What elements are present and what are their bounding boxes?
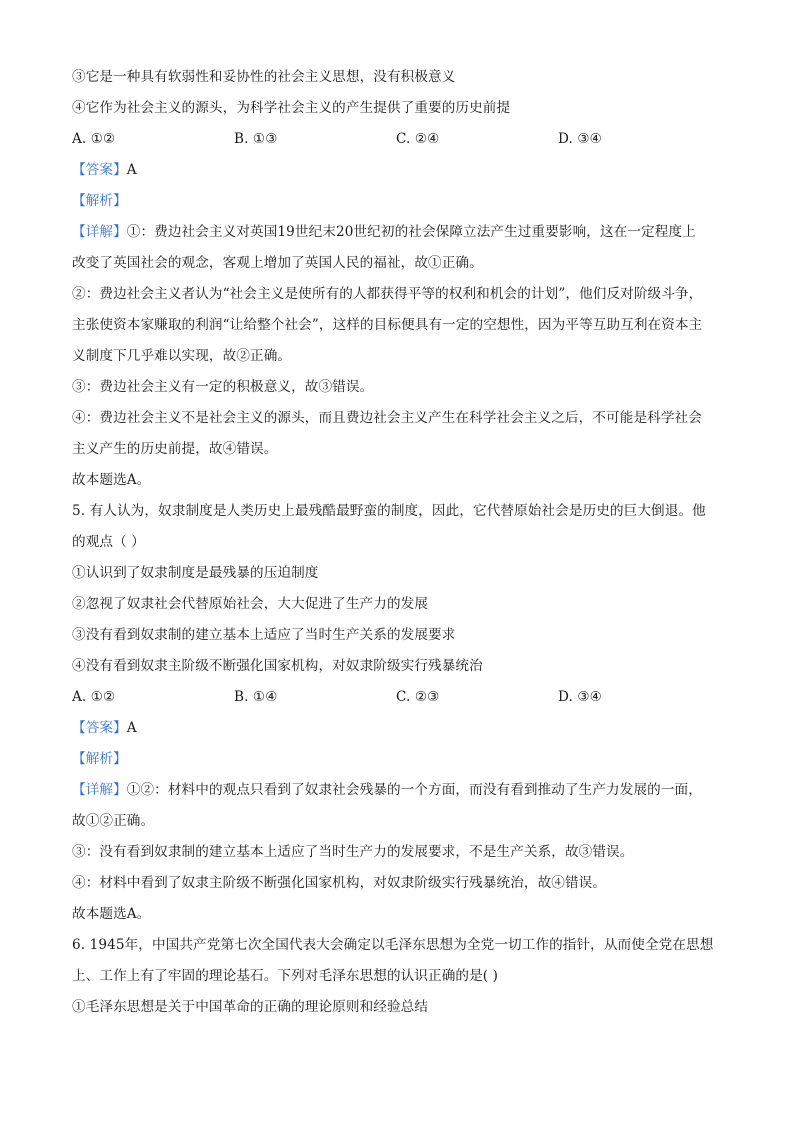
q4-detail-line: 主张使资本家赚取的利润“让给整个社会”，这样的目标便具有一定的空想性，因为平等互助互利在资本主 (72, 317, 703, 333)
q6-item-1: ①毛泽东思想是关于中国革命的正确的理论原则和经验总结 (72, 999, 429, 1015)
q4-option-b: B. ①③ (234, 131, 278, 147)
q5-detail-line: 故①②正确。 (72, 813, 155, 829)
q5-item-2: ②忽视了奴隶社会代替原始社会，大大促进了生产力的发展 (72, 596, 429, 612)
q6-stem: 6. 1945年，中国共产党第七次全国代表大会确定以毛泽东思想为全党一切工作的指针，从而使全党在思想 (72, 937, 714, 953)
detail-tag: 【详解】 (72, 224, 127, 240)
answer-tag: 【答案】 (72, 720, 127, 736)
answer-value: A (126, 720, 137, 736)
q5-detail-line: ④：材料中看到了奴隶主阶级不断强化国家机构，对奴隶阶级实行残暴统治，故④错误。 (72, 875, 607, 891)
analysis-tag: 【解析】 (72, 751, 127, 767)
answer-value: A (126, 162, 137, 178)
analysis-tag: 【解析】 (72, 193, 127, 209)
q4-option-c: C. ②④ (396, 131, 440, 147)
q5-option-a: A. ①② (72, 689, 116, 705)
q5-stem: 的观点（ ） (72, 534, 145, 550)
q5-item-3: ③没有看到奴隶制的建立基本上适应了当时生产关系的发展要求 (72, 627, 456, 643)
q4-detail-line: 【详解】①：费边社会主义对英国19世纪末20世纪初的社会保障立法产生过重要影响，这在一定程度上 (72, 224, 696, 240)
q5-answer (72, 713, 732, 744)
q5-option-d: D. ③④ (558, 689, 602, 705)
q5-options (72, 682, 732, 713)
q6-stem: 上、工作上有了牢固的理论基石。下列对毛泽东思想的认识正确的是( ) (72, 968, 499, 984)
q4-detail-line: ②：费边社会主义者认为“社会主义是使所有的人都获得平等的权利和机会的计划”，他们反对阶级斗争， (72, 286, 703, 302)
q5-item-1: ①认识到了奴隶制度是最残暴的压迫制度 (72, 565, 319, 581)
q4-detail-line: 主义产生的历史前提，故④错误。 (72, 441, 278, 457)
q4-detail-line: ④：费边社会主义不是社会主义的源头，而且费边社会主义产生在科学社会主义之后，不可能是科学社会 (72, 410, 702, 426)
q5-option-c: C. ②③ (396, 689, 440, 705)
q4-analysis (72, 186, 732, 217)
q5-item-4: ④没有看到奴隶主阶级不断强化国家机构，对奴隶阶级实行残暴统治 (72, 658, 483, 674)
q4-option-a: A. ①② (72, 131, 116, 147)
q4-options (72, 124, 732, 155)
q4-detail-line: 义制度下几乎难以实现，故②正确。 (72, 348, 292, 364)
q5-conclusion: 故本题选A。 (72, 906, 151, 922)
q5-stem: 5. 有人认为，奴隶制度是人类历史上最残酷最野蛮的制度，因此，它代替原始社会是历史的巨大倒退。他 (72, 503, 706, 519)
answer-tag: 【答案】 (72, 162, 127, 178)
q4-answer (72, 155, 732, 186)
detail-tag: 【详解】 (72, 782, 127, 798)
q5-detail-line: ③：没有看到奴隶制的建立基本上适应了当时生产力的发展要求，不是生产关系，故③错误。 (72, 844, 634, 860)
item-3: ③它是一种具有软弱性和妥协性的社会主义思想，没有积极意义 (72, 69, 456, 85)
q5-analysis (72, 744, 732, 775)
q4-detail-line: 改变了英国社会的观念，客观上增加了英国人民的福祉，故①正确。 (72, 255, 483, 271)
q4-conclusion: 故本题选A。 (72, 472, 151, 488)
document-page (72, 62, 732, 1023)
q4-option-d: D. ③④ (558, 131, 602, 147)
q5-detail-line: 【详解】①②：材料中的观点只看到了奴隶社会残暴的一个方面，而没有看到推动了生产力发展的一面， (72, 782, 702, 798)
q4-detail-line: ③：费边社会主义有一定的积极意义，故③错误。 (72, 379, 374, 395)
item-4: ④它作为社会主义的源头，为科学社会主义的产生提供了重要的历史前提 (72, 100, 511, 116)
q5-option-b: B. ①④ (234, 689, 278, 705)
